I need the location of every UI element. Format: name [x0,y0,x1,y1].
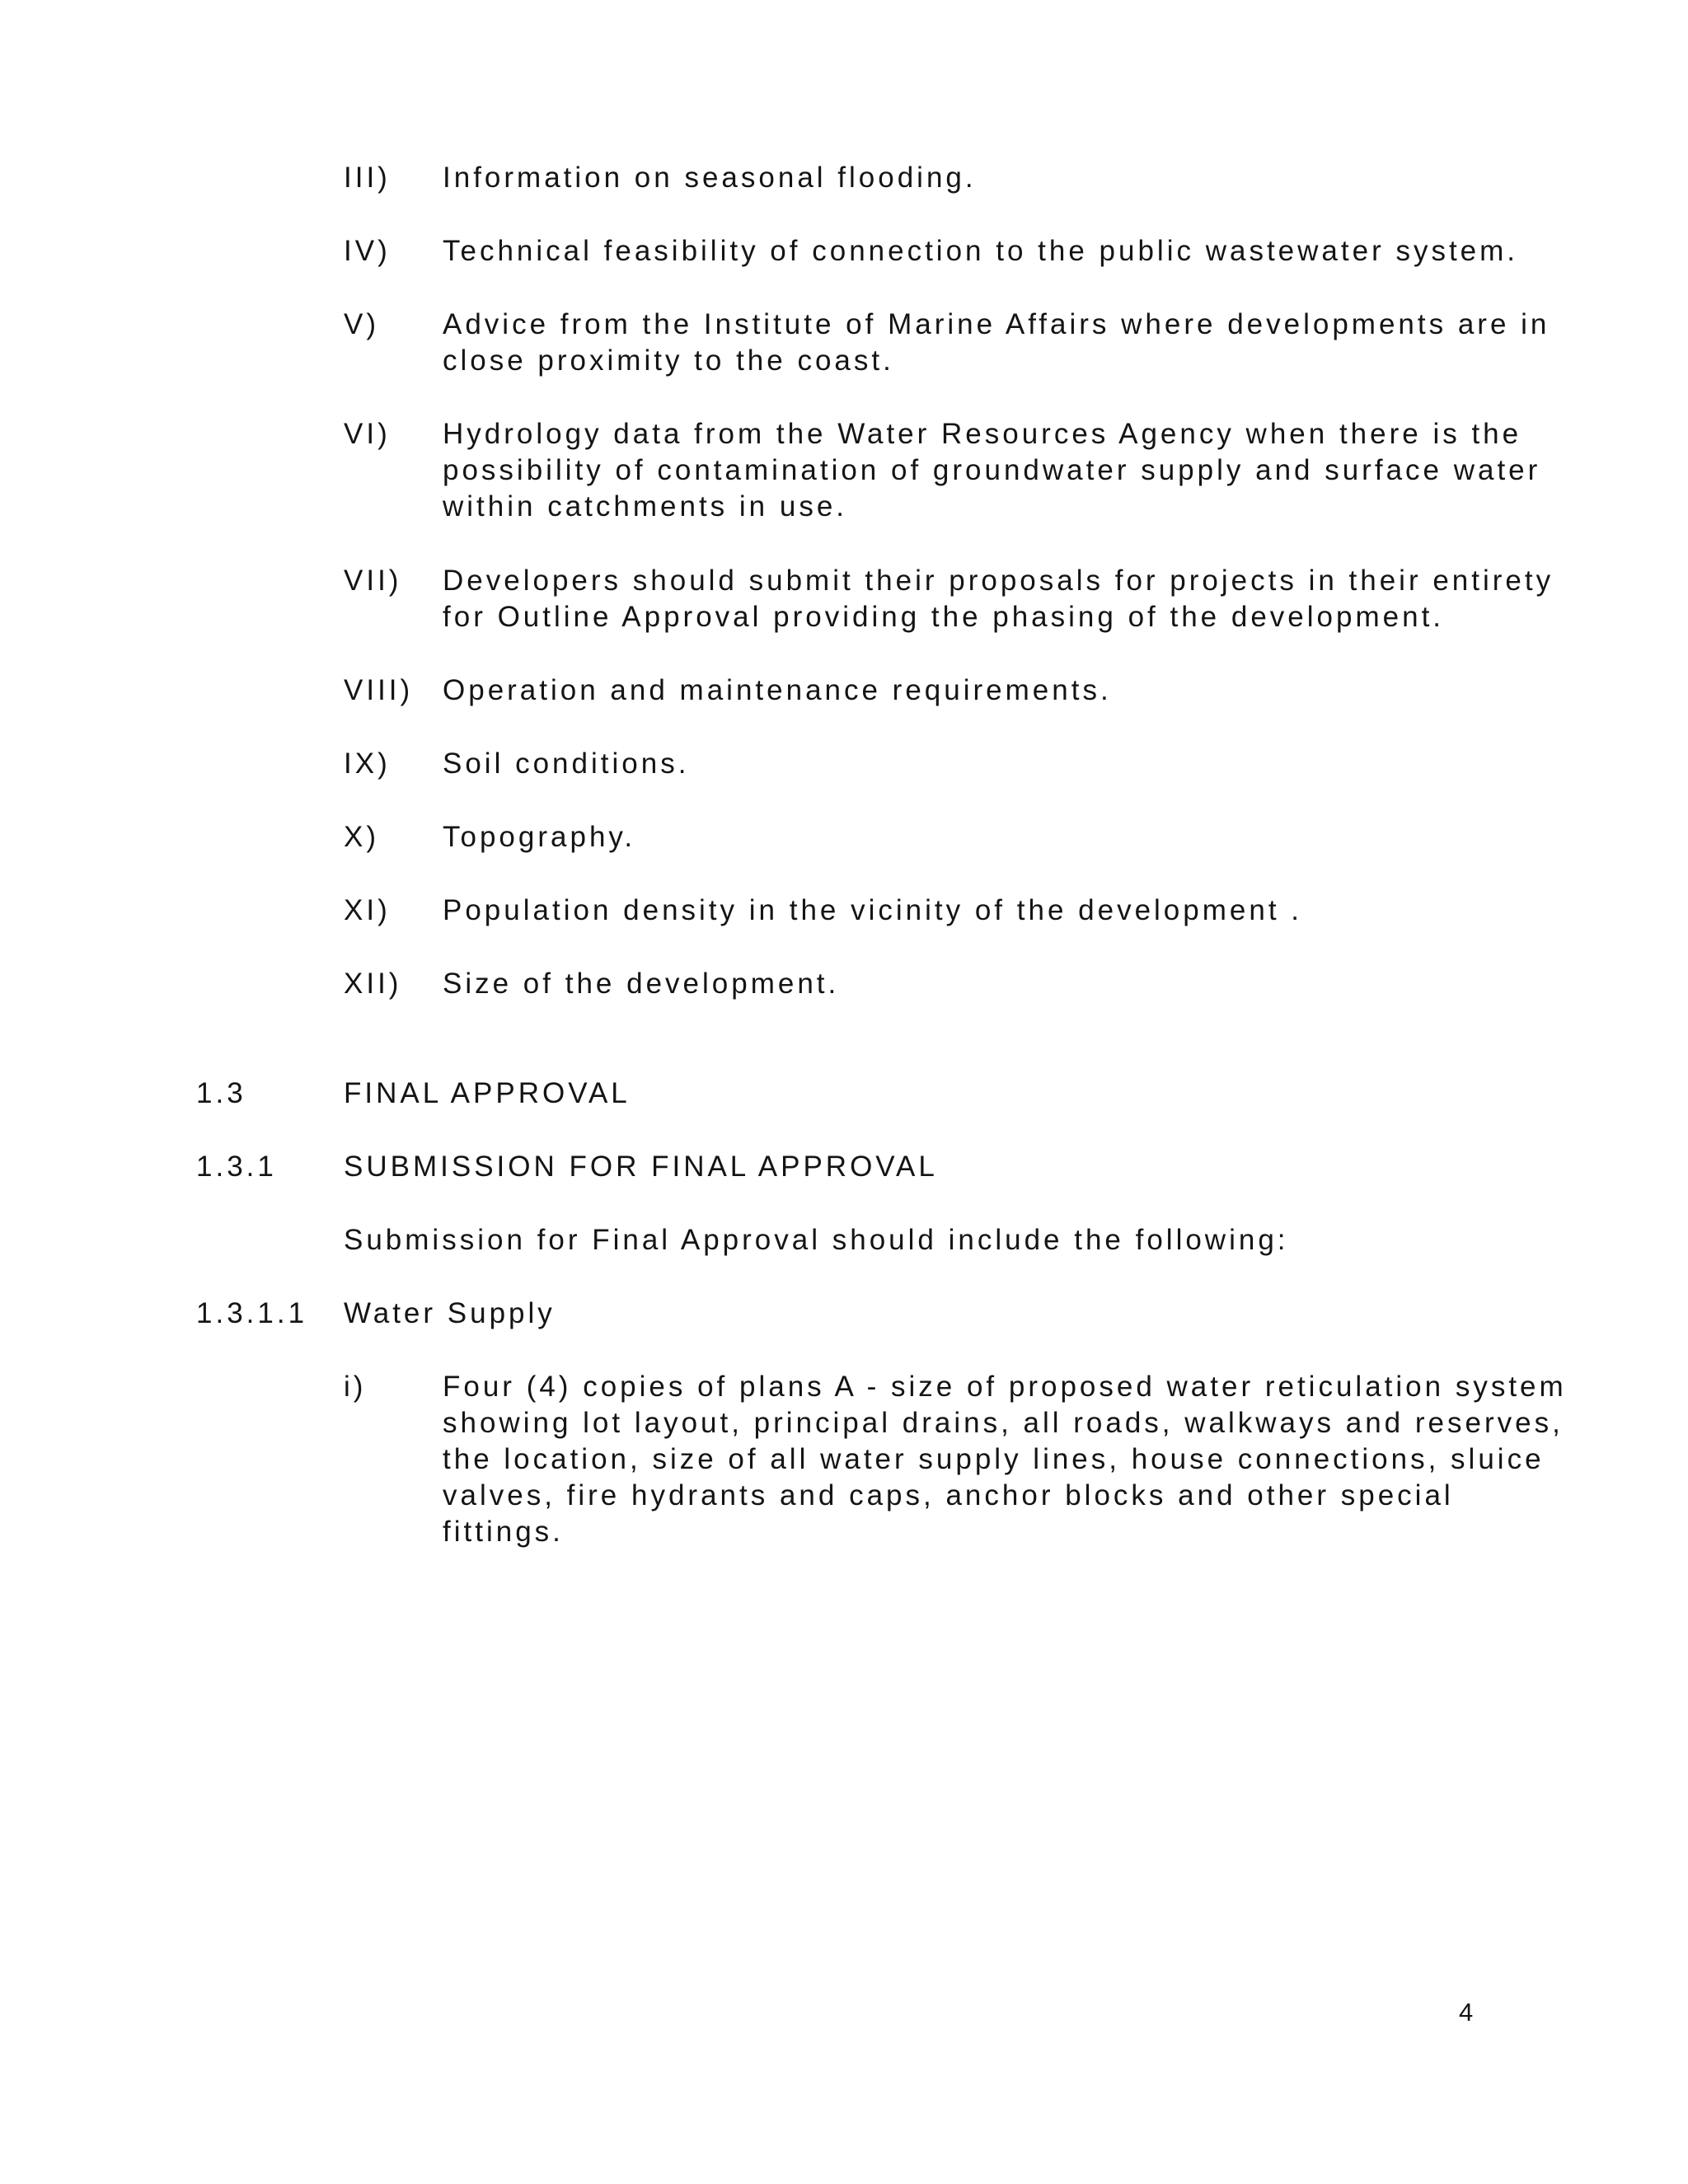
list-item-line: valves, fire hydrants and caps, anchor blocks and other special [443,1479,1454,1511]
list-item-line: possibility of contamination of groundwater supply and surface water [443,454,1541,486]
list-item-line: Topography. [443,821,636,853]
section-title: FINAL APPROVAL [344,1077,631,1109]
list-item-line: fittings. [443,1516,564,1548]
list-item-number: V) [344,308,379,340]
list-item-line: Developers should submit their proposals for projects in their entirety [443,565,1554,597]
list-item-line: Size of the development. [443,968,840,1000]
section-number: 1.3.1 [196,1151,277,1183]
list-item-number: III) [344,162,391,194]
list-item-text [443,160,977,196]
intro-paragraph: Submission for Final Approval should include the following: [344,1224,1289,1256]
list-item-line: showing lot layout, principal drains, all roads, walkways and reserves, [443,1407,1564,1439]
list-item-text [443,233,1518,269]
section-title: Water Supply [344,1297,556,1329]
list-item-number: IX) [344,748,391,780]
list-item-text [443,893,1302,929]
list-item-line: within catchments in use. [443,490,848,523]
list-item-line: Four (4) copies of plans A - size of proposed water reticulation system [443,1371,1567,1403]
section-number: 1.3.1.1 [196,1297,308,1329]
list-item-line: Operation and maintenance requirements. [443,674,1112,706]
list-item-line: Technical feasibility of connection to the public wastewater system. [443,235,1519,267]
list-item-number: IV) [344,235,391,267]
section-title: SUBMISSION FOR FINAL APPROVAL [344,1151,938,1183]
list-item-text [443,1369,1567,1550]
list-item-number: VI) [344,418,391,450]
list-item-text [443,673,1112,709]
page-number: 4 [1459,1998,1474,2027]
list-item-text [443,307,1550,379]
list-item-line: close proximity to the coast. [443,344,894,377]
list-item-text [443,819,635,855]
list-item-number: XII) [344,968,402,1000]
section-number: 1.3 [196,1077,246,1109]
list-item-text [443,416,1540,525]
list-item-line: for Outline Approval providing the phasing of the development. [443,601,1445,633]
list-item-number: i) [344,1371,367,1403]
list-item-line: Information on seasonal flooding. [443,162,977,194]
list-item-number: VII) [344,565,402,597]
list-item-line: the location, size of all water supply lines, house connections, sluice [443,1443,1545,1475]
list-item-line: Hydrology data from the Water Resources Agency when there is the [443,418,1522,450]
list-item-number: X) [344,821,379,853]
list-item-text [443,563,1554,635]
list-item-text [443,966,839,1002]
list-item-number: VIII) [344,674,414,706]
list-item-line: Soil conditions. [443,748,690,780]
list-item-text [443,746,689,782]
list-item-number: XI) [344,894,391,926]
list-item-line: Advice from the Institute of Marine Affairs where developments are in [443,308,1550,340]
list-item-line: Population density in the vicinity of the development . [443,894,1302,926]
